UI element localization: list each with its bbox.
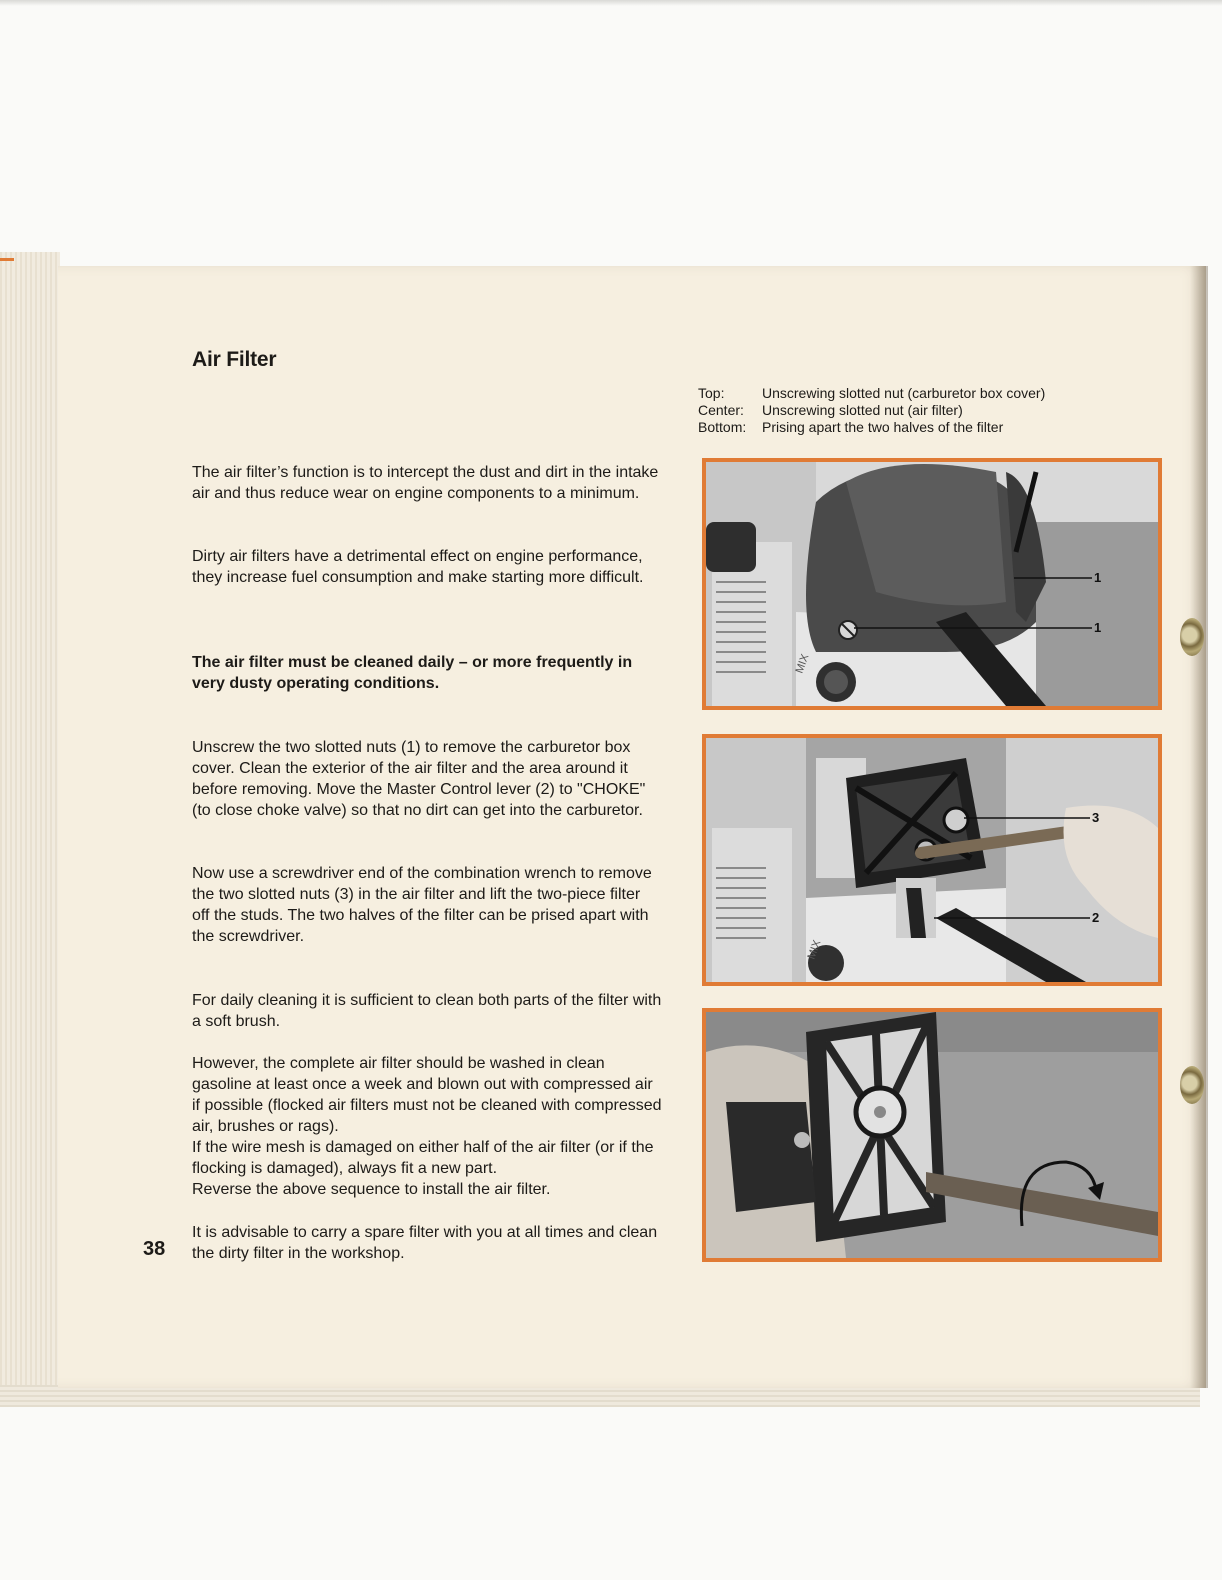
photo-illustration bbox=[706, 738, 1158, 982]
paragraph-filter-function: The air filter’s function is to intercept the dust and dirt in the intake air and thus reduce wear on engine components to a minimum. bbox=[192, 464, 659, 502]
page-stack-bottom bbox=[0, 1385, 1200, 1407]
callout-label-1-upper: 1 bbox=[1094, 570, 1102, 585]
orange-tab-mark bbox=[0, 258, 14, 261]
callout-label-2: 2 bbox=[1092, 910, 1100, 925]
caption-text: Unscrewing slotted nut (air filter) bbox=[762, 402, 963, 418]
callout-label-3: 3 bbox=[1092, 810, 1100, 825]
binding-shadow bbox=[1190, 266, 1208, 1388]
page-stack-edge bbox=[0, 252, 60, 1402]
photo-air-filter-nuts bbox=[702, 734, 1162, 986]
page-heading: Air Filter bbox=[192, 348, 277, 371]
paragraph-dirty-filter-effects: Dirty air filters have a detrimental effect on engine performance, they increase fuel consumption and make starting more difficult. bbox=[192, 548, 644, 586]
photo-illustration bbox=[706, 462, 1158, 706]
caption-text: Unscrewing slotted nut (carburetor box cover) bbox=[762, 385, 1046, 401]
paragraph-weekly-washing: However, the complete air filter should be washed in clean gasoline at least once a week and blown out with compressed air if possible (flocked air filters must not be cleaned with compressed air, brushes or rags). bbox=[192, 1055, 662, 1135]
caption-bottom bbox=[698, 419, 1045, 436]
housing-mix-text: MIX bbox=[805, 938, 824, 962]
photo-captions bbox=[698, 385, 1045, 436]
paragraph-spare-filter: It is advisable to carry a spare filter with you at all times and clean the dirty filter in the workshop. bbox=[192, 1224, 658, 1262]
paragraph-damaged-mesh: If the wire mesh is damaged on either half of the air filter (or if the flocking is damaged), always fit a new part. bbox=[192, 1139, 654, 1177]
callout-label-1-lower: 1 bbox=[1094, 620, 1102, 635]
photo-filter-halves bbox=[702, 1008, 1162, 1262]
caption-key: Center: bbox=[698, 402, 744, 418]
caption-key: Bottom: bbox=[698, 419, 747, 435]
caption-key: Top: bbox=[698, 385, 725, 401]
binder-ring-lower bbox=[1180, 1066, 1204, 1104]
paragraph-reinstall: Reverse the above sequence to install the air filter. bbox=[192, 1181, 551, 1198]
photo-illustration bbox=[706, 1012, 1158, 1258]
scan-edge bbox=[0, 0, 1222, 6]
caption-text: Prising apart the two halves of the filter bbox=[762, 419, 1004, 435]
caption-center bbox=[698, 402, 1045, 419]
photo-carburetor-cover bbox=[702, 458, 1162, 710]
paragraph-remove-filter: Now use a screwdriver end of the combination wrench to remove the two slotted nuts (3) in the air filter and lift the two-piece filter off the studs. The two halves of the filter can be prised apart with the screwdriver. bbox=[192, 865, 652, 945]
paragraph-remove-cover: Unscrew the two slotted nuts (1) to remove the carburetor box cover. Clean the exterior of the air filter and the area around it before removing. Move the Master Control lever (2) to "CHOKE" (to close choke valve) so that no dirt can get into the carburetor. bbox=[192, 739, 646, 819]
page-number: 38 bbox=[143, 1238, 166, 1260]
caption-top bbox=[698, 385, 1045, 402]
binder-ring-upper bbox=[1180, 618, 1204, 656]
paragraph-cleaning-warning: The air filter must be cleaned daily – or more frequently in very dusty operating conditions. bbox=[192, 654, 633, 692]
paragraph-daily-cleaning: For daily cleaning it is sufficient to clean both parts of the filter with a soft brush. bbox=[192, 992, 662, 1030]
housing-mix-text: MIX bbox=[793, 652, 812, 676]
